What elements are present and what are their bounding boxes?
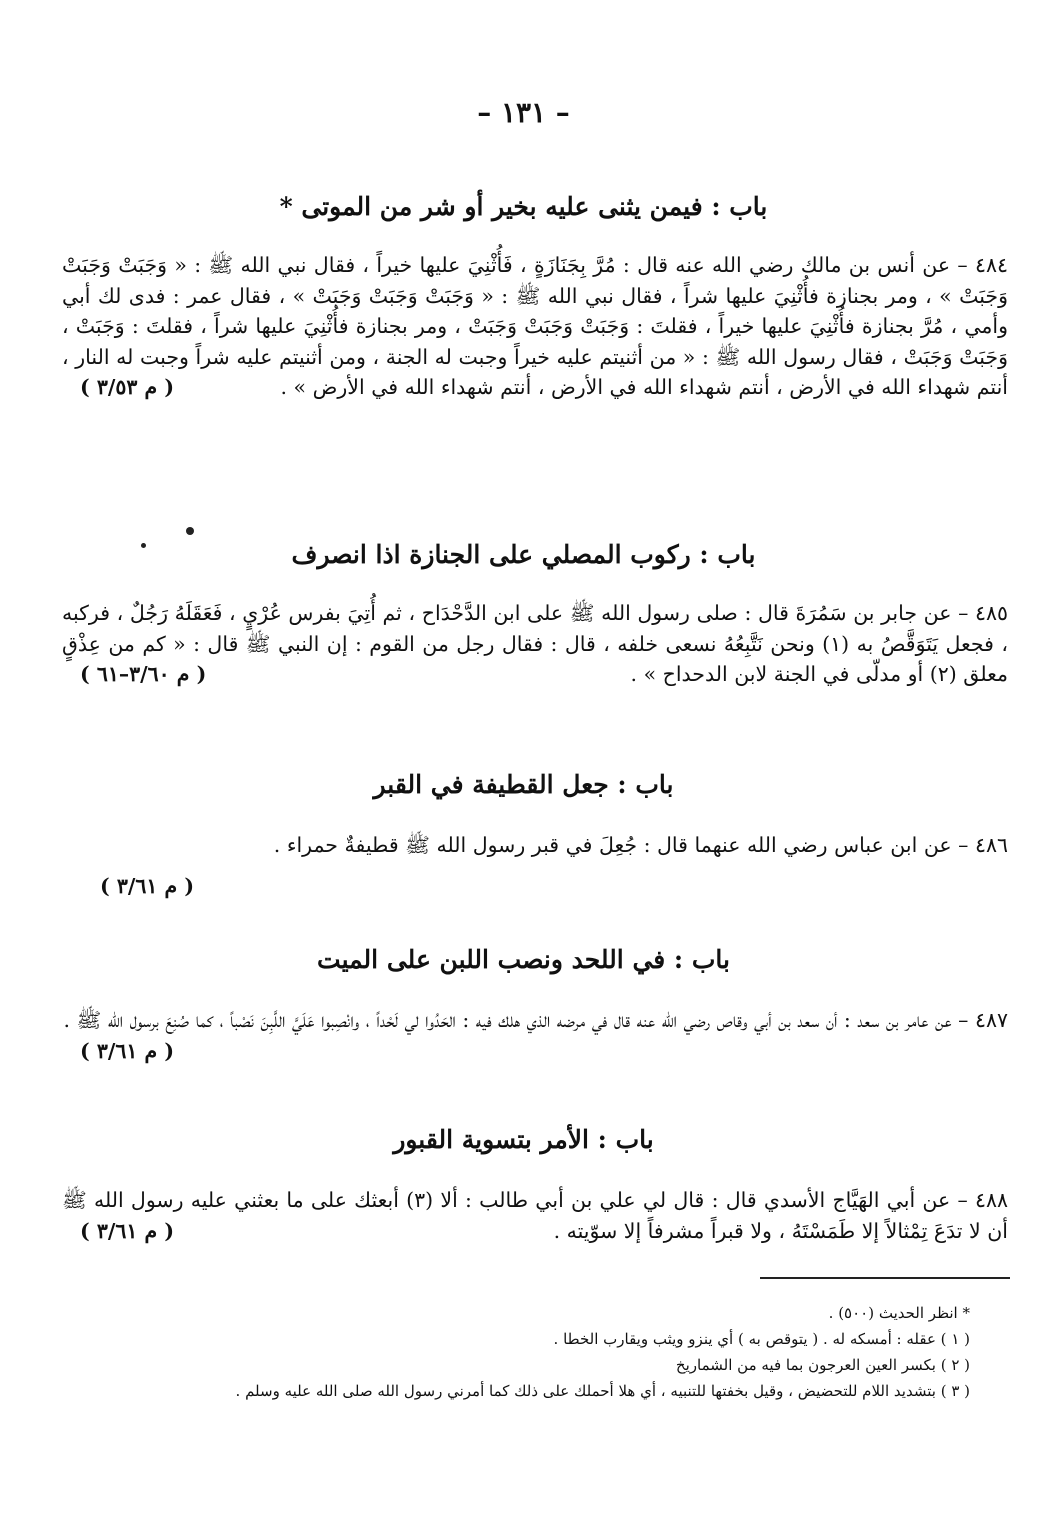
footnote-divider <box>760 1277 1010 1279</box>
hadith-text: ٤٨٨ – عن أبي الهَيَّاج الأسدي قال : قال لي علي بن أبي طالب : ألا (٣) أبعثك على ما بعثني عليه رسول الله ﷺ أن لا تدَعَ تِمْثالاً إلا طَمَسْتَهُ ، ولا قبراً مشرفاً إلا سوّيته . <box>62 1188 1009 1243</box>
ink-mark <box>186 527 194 535</box>
hadith-text: ٤٨٥ – عن جابر بن سَمُرَةَ قال : صلى رسول الله ﷺ على ابن الدَّحْدَاح ، ثم أُتِيَ بفرس عُرْيٍ ، فَعَقَلَهُ رَجُلٌ ، فركبه ، فجعل يَتَوَقَّصُ به (١) ونحن نَتَّبِعُهُ نسعى خلفه ، قال : فقال رجل من القوم : إن النبي ﷺ قال : « كم من عِذْقٍ معلق (٢) أو مدلّى في الجنة لابن الدحداح » . <box>62 601 1008 686</box>
hadith-487 <box>62 1005 1008 1066</box>
hadith-484 <box>62 250 1008 403</box>
footnote: ( ٣ ) بتشديد اللام للتحضيض ، وقيل بخفتها للتنبيه ، أي هلا أحملك على ذلك كما أمرني رسول الله صلى الله عليه وسلم . <box>235 1382 970 1400</box>
chapter-heading: باب : ركوب المصلي على الجنازة اذا انصرف <box>291 540 756 569</box>
hadith-text: ٤٨٧ – عن عامر بن سعد : أن سعد بن أبي وقاص رضي الله عنه قال في مرضه الذي هلك فيه : الحَدُوا لي لَحْداً ، وانْصِبوا عَلَيَّ اللَّبِنَ نَصْباً ، كما صُنِعَ برسول الله ﷺ . <box>63 1008 1008 1032</box>
hadith-486 <box>62 830 1008 861</box>
footnote: * انظر الحديث (٥٠٠) . <box>828 1304 970 1322</box>
chapter-heading: باب : في اللحد ونصب اللبن على الميت <box>317 945 730 974</box>
hadith-text: ٤٨٦ – عن ابن عباس رضي الله عنهما قال : جُعِلَ في قبر رسول الله ﷺ قطيفةٌ حمراء . <box>273 833 1008 857</box>
hadith-reference: ( م ٣/٦١ ) <box>80 1038 175 1063</box>
footnotes <box>100 1300 970 1404</box>
hadith-reference: ( م ٣/٦١ ) <box>80 1218 175 1243</box>
hadith-reference: ( م ٣/٦٠–٦١ ) <box>80 662 207 686</box>
chapter-heading: باب : فيمن يثنى عليه بخير أو شر من الموتى * <box>279 192 768 221</box>
hadith-text: ٤٨٤ – عن أنس بن مالك رضي الله عنه قال : مُرَّ بِجَنَازَةٍ ، فَأُثْنِيَ عليها خيراً ، فقال نبي الله ﷺ : « وَجَبَتْ وَجَبَتْ وَجَبَتْ » ، ومر بجنازة فأُثْنِيَ عليها شراً ، فقال نبي الله ﷺ : « وَجَبَتْ وَجَبَتْ وَجَبَتْ » ، فقال عمر : فدى لك أبي وأمي ، مُرَّ بجنازة فأُثْنِيَ عليها خيراً ، فقلتَ : وَجَبَتْ وَجَبَتْ وَجَبَتْ ، ومر بجنازة فأُثْنِيَ عليها شراً ، فقلتَ : وَجَبَتْ ، وَجَبَتْ وَجَبَتْ ، فقال رسول الله ﷺ : « من أثنيتم عليه خيراً وجبت له الجنة ، ومن أثنيتم عليه شراً وجبت له النار ، أنتم شهداء الله في الأرض ، أنتم شهداء الله في الأرض ، أنتم شهداء الله في الأرض » . <box>62 253 1008 399</box>
hadith-reference: ( م ٣/٦١ ) <box>100 874 195 898</box>
hadith-reference: ( م ٣/٥٣ ) <box>80 375 175 399</box>
chapter-heading: باب : جعل القطيفة في القبر <box>373 770 674 799</box>
footnote: ( ١ ) عقله : أمسكه له . ( يتوقص به ) أي ينزو ويثب ويقارب الخطا . <box>553 1330 970 1348</box>
hadith-488 <box>62 1185 1008 1246</box>
footnote: ( ٢ ) بكسر العين العرجون بما فيه من الشماريخ <box>675 1356 970 1374</box>
page-number: – ١٣١ – <box>477 96 570 129</box>
hadith-485 <box>62 598 1008 690</box>
chapter-heading: باب : الأمر بتسوية القبور <box>393 1125 654 1154</box>
